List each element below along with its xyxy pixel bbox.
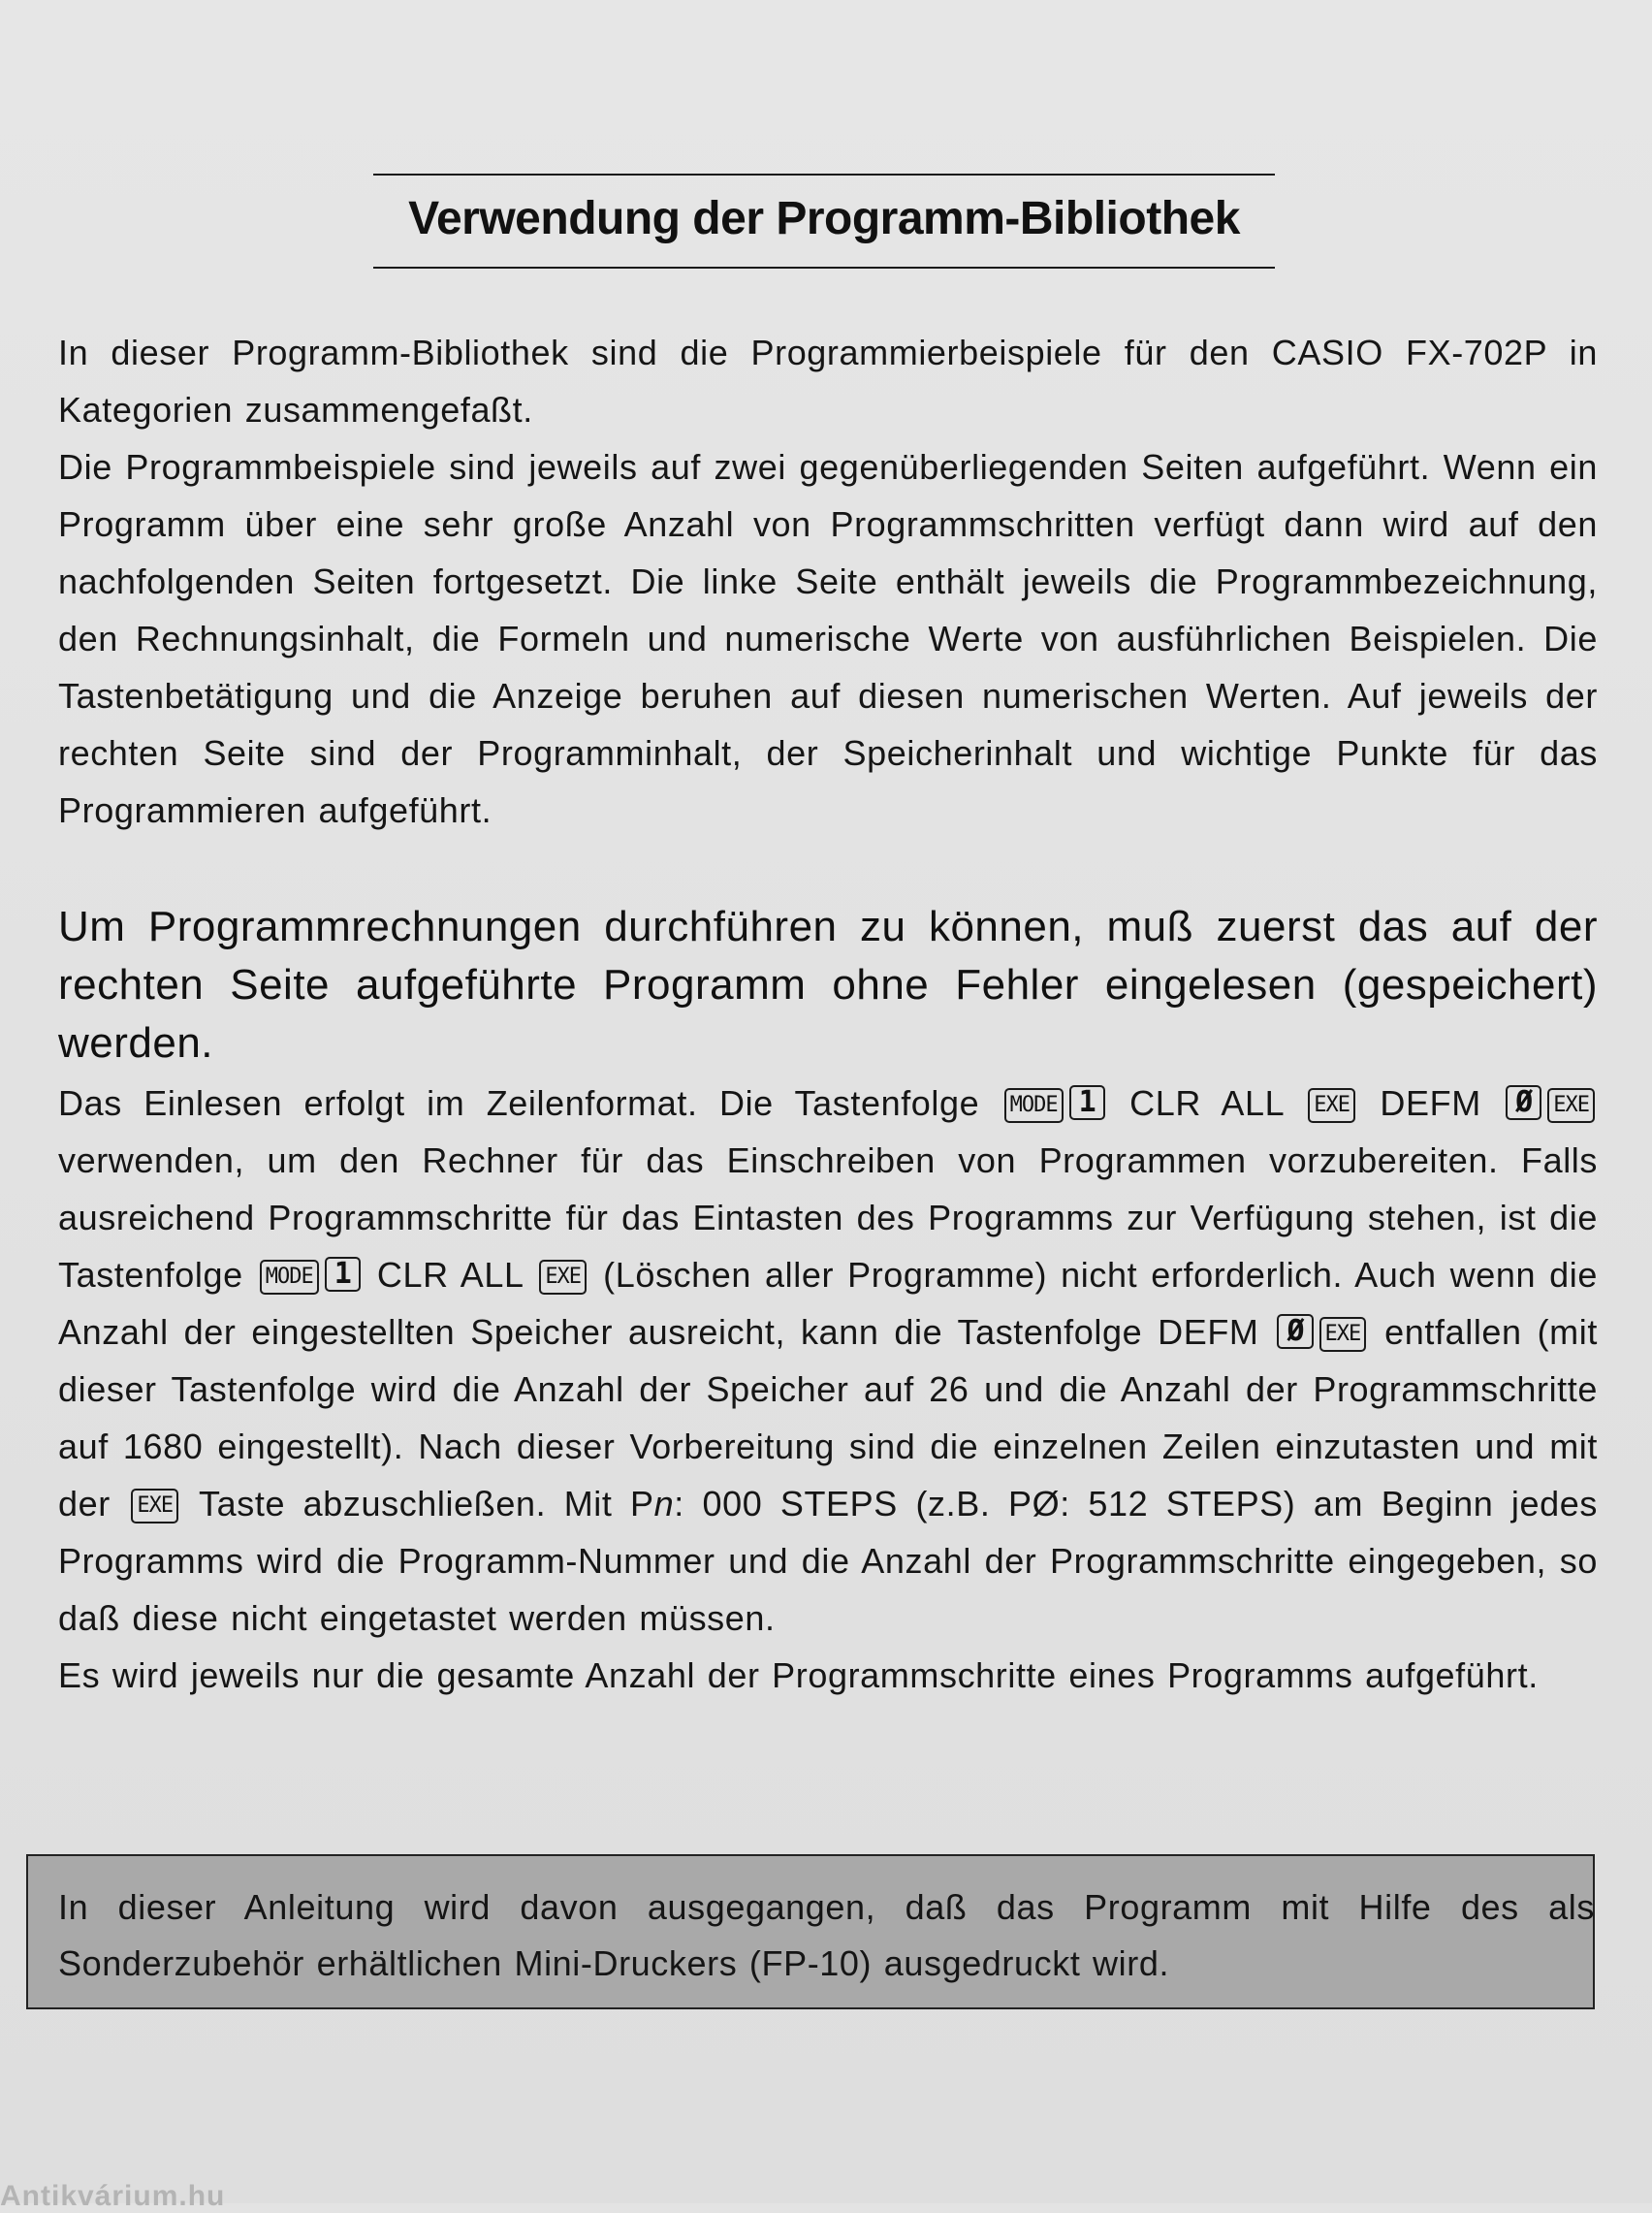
note-section <box>58 1879 1595 1992</box>
instructions-text: entfallen (mit dieser Tastenfolge wird die Anzahl der Speicher auf 26 und die Anzahl der Programmschritte auf 1680 eingestellt). Nach dieser Vorbereitung sind die einzelnen Zeilen einzutasten und mit der <box>58 1312 1598 1523</box>
instructions-text: CLR ALL <box>376 1255 524 1295</box>
exe-key[interactable]: EXE <box>1547 1088 1595 1123</box>
exe-key[interactable]: EXE <box>1319 1317 1367 1352</box>
exe-key[interactable]: EXE <box>539 1260 587 1295</box>
program-number-variable: n <box>653 1484 675 1523</box>
mode-key[interactable]: MODE <box>1004 1088 1064 1123</box>
instructions-text: CLR ALL <box>1129 1083 1284 1123</box>
intro-section <box>58 324 1598 839</box>
steps-paragraph: Es wird jeweils nur die gesamte Anzahl der Programmschritte eines Programms aufgeführt. <box>58 1655 1539 1695</box>
one-key[interactable]: 1 <box>1069 1085 1105 1120</box>
instructions-section <box>58 898 1598 1704</box>
instructions-text: Taste abzuschließen. Mit P <box>199 1484 654 1523</box>
watermark-text: Antikvárium.hu <box>0 2180 226 2212</box>
title-rule-bottom <box>373 267 1275 269</box>
intro-paragraph-1: In dieser Programm-Bibliothek sind die Programmierbeispiele für den CASIO FX-702P in Kategorien zusammengefaßt. <box>58 333 1598 430</box>
instructions-paragraph <box>58 1074 1598 1647</box>
zero-key[interactable]: Ø <box>1277 1314 1313 1349</box>
page-title: Verwendung der Programm-Bibliothek <box>408 193 1240 244</box>
instructions-text: verwenden, um den Rechner für das Einschreiben von Programmen vorzubereiten. Falls ausreichend Programmschritte für das Eintasten des Programms zur Verfügung stehen, ist die Tastenfolge <box>58 1140 1598 1295</box>
lead-paragraph: Um Programmrechnungen durchführen zu können, muß zuerst das auf der rechten Seite aufgeführte Programm ohne Fehler eingelesen (gespeichert) werden. <box>58 903 1598 1067</box>
exe-key[interactable]: EXE <box>131 1489 178 1523</box>
title-rule-top <box>373 174 1275 176</box>
note-text: In dieser Anleitung wird davon ausgegangen, daß das Programm mit Hilfe des als Sonderzubehör erhältlichen Mini-Druckers (FP-10) ausgedruckt wird. <box>58 1887 1595 1983</box>
one-key[interactable]: 1 <box>325 1257 361 1292</box>
instructions-text: Das Einlesen erfolgt im Zeilenformat. Die Tastenfolge <box>58 1083 980 1123</box>
mode-key[interactable]: MODE <box>260 1260 319 1295</box>
intro-paragraph-2: Die Programmbeispiele sind jeweils auf zwei gegenüberliegenden Seiten aufgeführt. Wenn ein Programm über eine sehr große Anzahl von Programmschritten verfügt dann wird auf den nachfolgenden Seiten fortgesetzt. Die linke Seite enthält jeweils die Programmbezeichnung, den Rechnungsinhalt, die Formeln und numerische Werte von ausführlichen Beispielen. Die Tastenbetätigung und die Anzeige beruhen auf diesen numerischen Werten. Auf jeweils der rechten Seite sind der Programminhalt, der Speicherinhalt und wichtige Punkte für das Programmieren aufgeführt. <box>58 447 1598 830</box>
instructions-text: (Löschen aller Programme) nicht erforderlich. Auch wenn die Anzahl der eingestellten Speicher ausreicht, kann die Tastenfolge DEFM <box>58 1255 1599 1352</box>
exe-key[interactable]: EXE <box>1308 1088 1355 1123</box>
instructions-text: DEFM <box>1380 1083 1481 1123</box>
instructions-text: : 000 STEPS (z.B. PØ: 512 STEPS) am Beginn jedes Programms wird die Programm-Nummer und die Anzahl der Programmschritte eingegeben, so daß diese nicht eingetastet werden müssen. <box>58 1484 1598 1638</box>
zero-key[interactable]: Ø <box>1506 1085 1541 1120</box>
